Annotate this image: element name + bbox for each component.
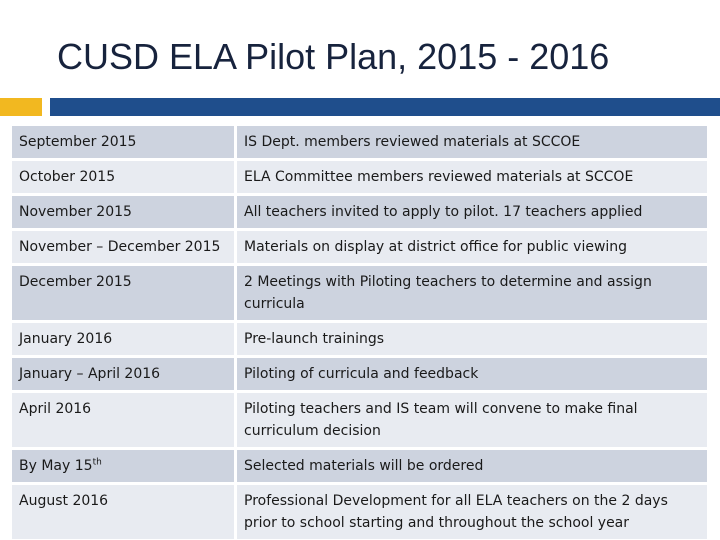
date-cell: April 2016 (12, 393, 234, 447)
activity-cell: All teachers invited to apply to pilot. 17 teachers applied (237, 196, 707, 228)
table-row (12, 196, 707, 228)
table-row (12, 266, 707, 320)
activity-cell: Pre-launch trainings (237, 323, 707, 355)
table-row (12, 231, 707, 263)
activity-cell: Professional Development for all ELA teachers on the 2 days prior to school starting and throughout the school year (237, 485, 707, 539)
date-cell: November 2015 (12, 196, 234, 228)
activity-cell: Piloting teachers and IS team will convene to make final curriculum decision (237, 393, 707, 447)
activity-cell: Piloting of curricula and feedback (237, 358, 707, 390)
date-cell: October 2015 (12, 161, 234, 193)
date-superscript: th (92, 457, 102, 468)
slide-title: CUSD ELA Pilot Plan, 2015 - 2016 (57, 36, 610, 77)
activity-cell: 2 Meetings with Piloting teachers to determine and assign curricula (237, 266, 707, 320)
table-row (12, 393, 707, 447)
date-text: By May 15 (19, 458, 93, 474)
date-cell: August 2016 (12, 485, 234, 539)
table-row (12, 450, 707, 482)
activity-cell: Selected materials will be ordered (237, 450, 707, 482)
timeline-table (12, 126, 707, 539)
date-cell (12, 450, 234, 482)
table-row (12, 126, 707, 158)
activity-cell: ELA Committee members reviewed materials at SCCOE (237, 161, 707, 193)
date-cell: December 2015 (12, 266, 234, 320)
accent-bar-blue (50, 98, 720, 116)
table-row (12, 161, 707, 193)
table-row (12, 323, 707, 355)
date-cell: September 2015 (12, 126, 234, 158)
table-row (12, 485, 707, 539)
date-cell: November – December 2015 (12, 231, 234, 263)
accent-bar-gold (0, 98, 42, 116)
table-row (12, 358, 707, 390)
date-cell: January – April 2016 (12, 358, 234, 390)
date-cell: January 2016 (12, 323, 234, 355)
activity-cell: IS Dept. members reviewed materials at SCCOE (237, 126, 707, 158)
activity-cell: Materials on display at district office for public viewing (237, 231, 707, 263)
